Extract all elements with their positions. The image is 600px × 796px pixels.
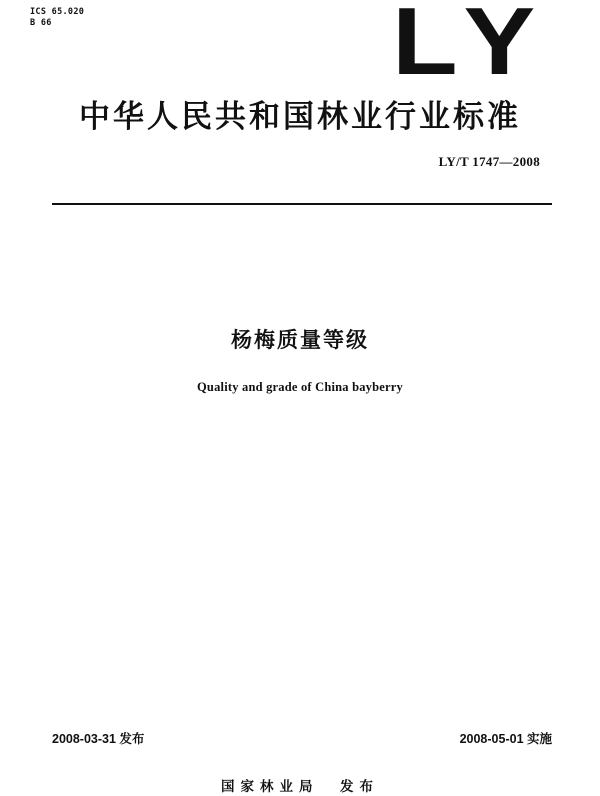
- document-title-english: Quality and grade of China bayberry: [197, 380, 403, 394]
- document-title: 杨梅质量等级: [231, 328, 369, 352]
- issuing-authority: 国家林业局 发布: [221, 779, 379, 795]
- ccs-code: B 66: [30, 18, 52, 28]
- classification-codes: [30, 7, 84, 29]
- standard-title: 中华人民共和国林业行业标准: [79, 99, 521, 135]
- header-divider: [52, 203, 552, 205]
- standard-number: LY/T 1747—2008: [438, 154, 540, 169]
- ics-code: ICS 65.020: [30, 7, 85, 17]
- issue-date: 2008-03-31 发布: [52, 732, 145, 746]
- ly-logo: LY: [392, 0, 551, 95]
- implementation-date: 2008-05-01 实施: [459, 732, 552, 746]
